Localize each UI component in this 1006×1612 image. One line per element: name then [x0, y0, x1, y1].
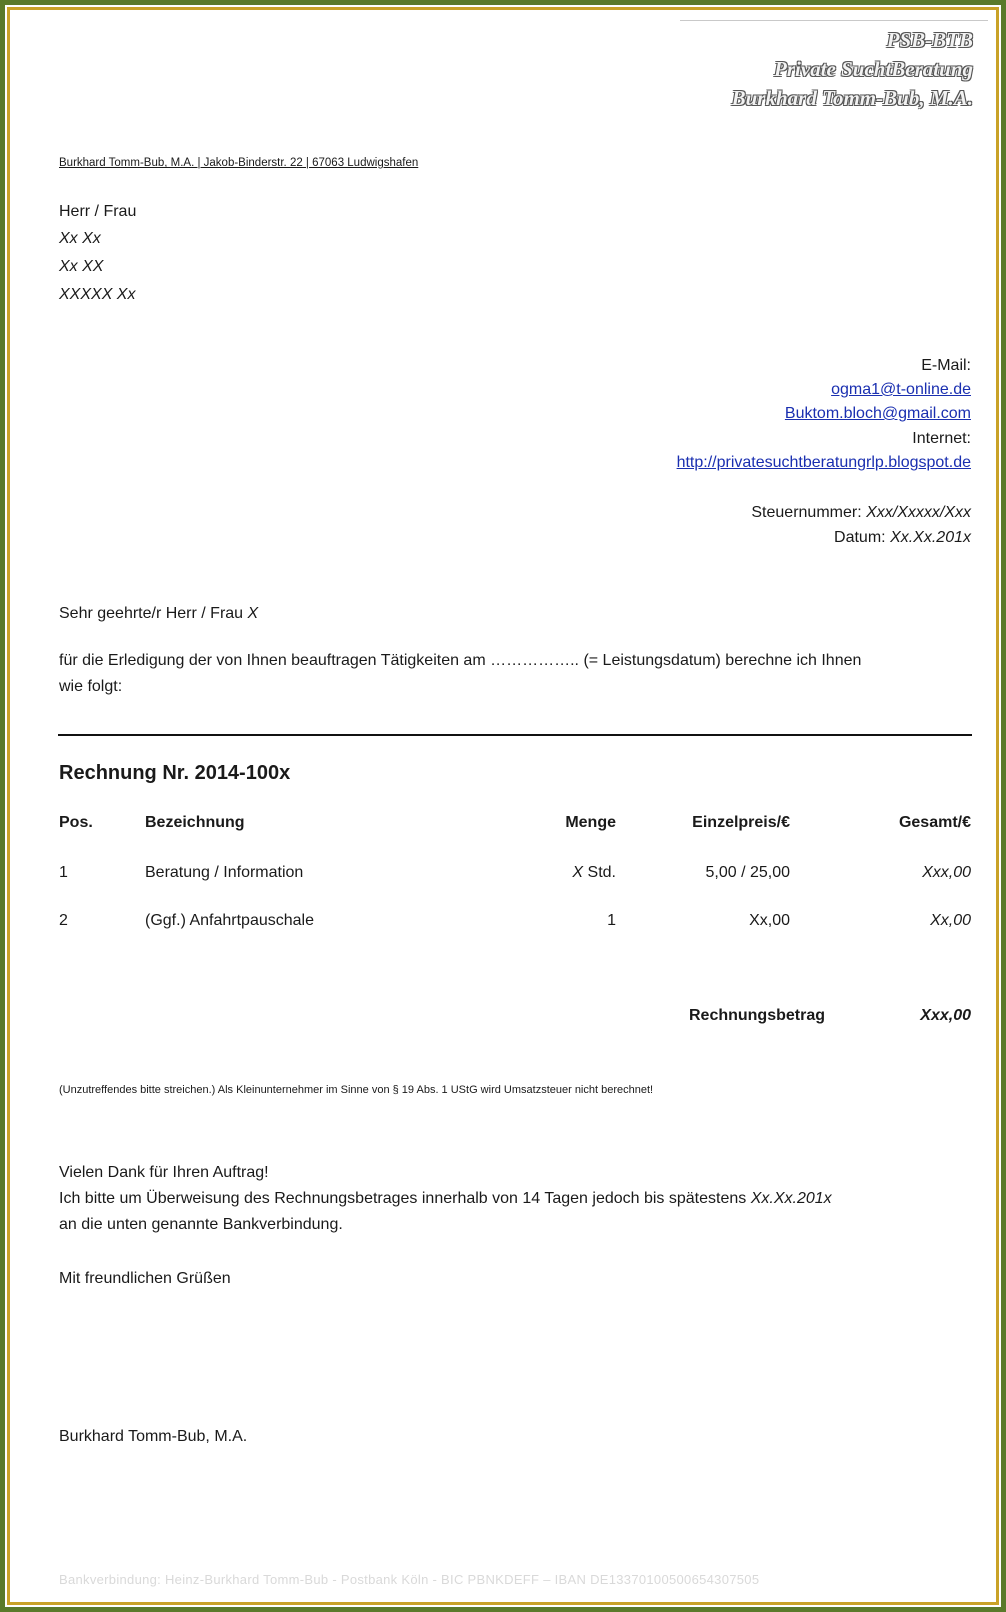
- intro-line-2: wie folgt:: [59, 678, 123, 695]
- greeting-prefix: Sehr geehrte/r Herr / Frau: [59, 605, 244, 622]
- row-2-total: Xx,00: [930, 912, 971, 929]
- row-1-description: Beratung / Information: [145, 864, 304, 881]
- sum-value: Xxx,00: [920, 1007, 971, 1024]
- email-link-2[interactable]: Buktom.bloch@gmail.com: [784, 405, 971, 422]
- recipient-name: Xx Xx: [59, 230, 101, 247]
- greeting-name: X: [247, 605, 259, 622]
- header-description: Bezeichnung: [145, 814, 245, 831]
- payment-due-date: Xx.Xx.201x: [750, 1190, 832, 1207]
- row-2-unit-price: Xx,00: [749, 912, 790, 929]
- date-value: Xx.Xx.201x: [890, 529, 971, 546]
- brand-line-1: PSB-BTB: [886, 28, 973, 52]
- signature-name: Burkhard Tomm-Bub, M.A.: [59, 1428, 248, 1445]
- greeting: [59, 601, 258, 627]
- email-link-1[interactable]: ogma1@t-online.de: [831, 381, 971, 398]
- bank-reference-line: an die unten genannte Bankverbindung.: [59, 1216, 343, 1233]
- header-unit-price: Einzelpreis/€: [692, 814, 790, 831]
- brand-line-3: Burkhard Tomm-Bub, M.A.: [731, 86, 973, 110]
- row-2-pos: 2: [59, 912, 68, 929]
- brand-line-2: Private SuchtBeratung: [774, 57, 973, 81]
- header-quantity: Menge: [565, 814, 616, 831]
- row-1-unit-price: 5,00 / 25,00: [705, 864, 790, 881]
- intro-line-1: für die Erledigung der von Ihnen beauftragen Tätigkeiten am …………….. (= Leistungsdatum) berechne ich Ihnen: [59, 652, 862, 669]
- header-pos: Pos.: [59, 814, 93, 831]
- tax-label: Steuernummer:: [751, 504, 862, 521]
- regards: Mit freundlichen Grüßen: [59, 1270, 231, 1287]
- sender-address-line: Burkhard Tomm-Bub, M.A. | Jakob-Binderstr. 22 | 67063 Ludwigshafen: [59, 157, 419, 169]
- section-divider: [58, 734, 972, 736]
- row-1-quantity: [572, 864, 616, 882]
- internet-label: Internet:: [912, 430, 971, 447]
- row-1-total: Xxx,00: [922, 864, 971, 881]
- website-link[interactable]: http://privatesuchtberatungrlp.blogspot.de: [676, 454, 971, 471]
- email-label: E-Mail:: [921, 357, 971, 374]
- recipient-city: XXXXX Xx: [59, 286, 136, 303]
- recipient-street: Xx XX: [59, 258, 104, 275]
- invoice-date: [834, 529, 971, 547]
- row-2-quantity-unit: 1: [607, 912, 616, 929]
- invoice-title: Rechnung Nr. 2014-100x: [59, 762, 291, 784]
- row-1-quantity-value: X: [572, 864, 584, 881]
- date-label: Datum:: [834, 529, 886, 546]
- recipient-salutation: Herr / Frau: [59, 203, 137, 220]
- row-1-quantity-unit: Std.: [587, 864, 616, 881]
- payment-request-text: Ich bitte um Überweisung des Rechnungsbetrages innerhalb von 14 Tagen jedoch bis spätestens: [59, 1190, 747, 1207]
- header-total: Gesamt/€: [898, 814, 971, 831]
- sum-label: Rechnungsbetrag: [688, 1007, 825, 1024]
- brand-divider: [680, 20, 988, 21]
- tax-number: [751, 504, 971, 522]
- bank-details-footer: Bankverbindung: Heinz-Burkhard Tomm-Bub - Postbank Köln - BIC PBNKDEFF – IBAN DE13370100500654307505: [59, 1572, 760, 1587]
- tax-value: Xxx/Xxxxx/Xxx: [866, 504, 971, 521]
- row-2-quantity: [607, 912, 616, 930]
- row-1-pos: 1: [59, 864, 68, 881]
- thanks-line: Vielen Dank für Ihren Auftrag!: [59, 1164, 269, 1181]
- vat-note: (Unzutreffendes bitte streichen.) Als Kleinunternehmer im Sinne von § 19 Abs. 1 UStG wird Umsatzsteuer nicht berechnet!: [59, 1084, 654, 1096]
- payment-request: [59, 1186, 832, 1212]
- row-2-description: (Ggf.) Anfahrtpauschale: [145, 912, 314, 929]
